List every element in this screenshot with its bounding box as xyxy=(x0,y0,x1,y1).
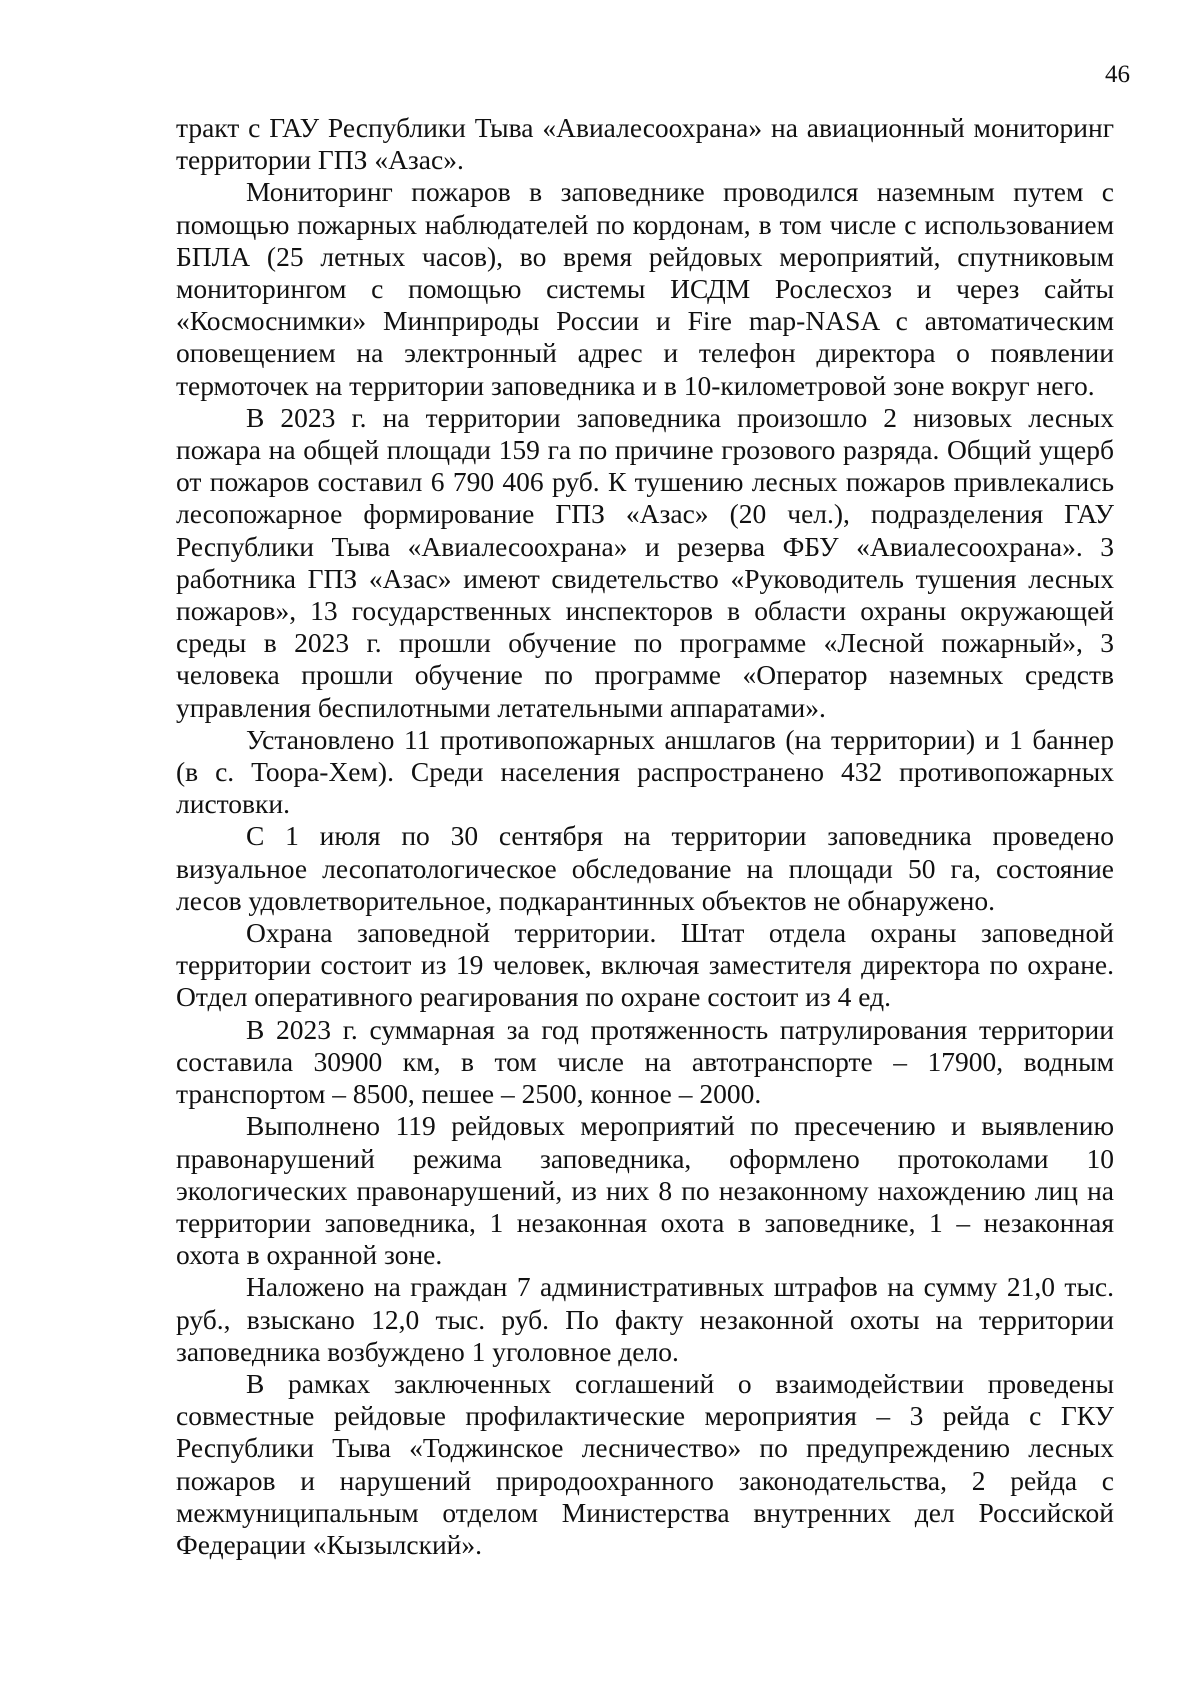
paragraph-signs-leaflets: Установлено 11 противопожарных аншлагов (на территории) и 1 баннер (в с. Тоора-Хем). Среди населения распространено 432 противопожарных листовки. xyxy=(176,723,1114,820)
paragraph-fines: Наложено на граждан 7 административных штрафов на сумму 21,0 тыс. руб., взыскано 12,0 тыс. руб. По факту незаконной охоты на территории заповедника возбуждено 1 уголовное дело. xyxy=(176,1271,1114,1367)
paragraph-fire-monitoring: Мониторинг пожаров в заповеднике проводился наземным путем с помощью пожарных наблюдателей по кордонам, в том числе с использованием БПЛА (25 летных часов), во время рейдовых мероприятий, спутниковым мониторингом с помощью системы ИСДМ Рослесхоз и через сайты «Космоснимки» Минприроды России и Fire map-NASA с автоматическим оповещением на электронный адрес и телефон директора о появлении термоточек на территории заповедника и в 10-километровой зоне вокруг него. xyxy=(176,176,1114,401)
paragraph-contract-continuation: тракт с ГАУ Республики Тыва «Авиалесоохрана» на авиационный мониторинг территории ГПЗ «Азас». xyxy=(176,112,1114,176)
paragraph-protection-staff: Охрана заповедной территории. Штат отдела охраны заповедной территории состоит из 19 человек, включая заместителя директора по охране. Отдел оперативного реагирования по охране состоит из 4 ед. xyxy=(176,917,1114,1013)
paragraph-fires-2023: В 2023 г. на территории заповедника произошло 2 низовых лесных пожара на общей площади 159 га по причине грозового разряда. Общий ущерб от пожаров составил 6 790 406 руб. К тушению лесных пожаров привлекались лесопожарное формирование ГПЗ «Азас» (20 чел.), подразделения ГАУ Республики Тыва «Авиалесоохрана» и резерва ФБУ «Авиалесоохрана». 3 работника ГПЗ «Азас» имеют свидетельство «Руководитель тушения лесных пожаров», 13 государственных инспекторов в области охраны окружающей среды в 2023 г. прошли обучение по программе «Лесной пожарный», 3 человека прошли обучение по программе «Оператор наземных средств управления беспилотными летательными аппаратами». xyxy=(176,401,1114,723)
page-number: 46 xyxy=(1105,61,1130,88)
body-text xyxy=(176,112,1114,1561)
paragraph-patrol-length: В 2023 г. суммарная за год протяженность патрулирования территории составила 30900 км, в том числе на автотранспорте – 17900, водным транспортом – 8500, пешее – 2500, конное – 2000. xyxy=(176,1013,1114,1110)
paragraph-forest-survey: С 1 июля по 30 сентября на территории заповедника проведено визуальное лесопатологическое обследование на площади 50 га, состояние лесов удовлетворительное, подкарантинных объектов не обнаружено. xyxy=(176,820,1114,916)
paragraph-joint-raids: В рамках заключенных соглашений о взаимодействии проведены совместные рейдовые профилактические мероприятия – 3 рейда с ГКУ Республики Тыва «Тоджинское лесничество» по предупреждению лесных пожаров и нарушений природоохранного законодательства, 2 рейда с межмуниципальным отделом Министерства внутренних дел Российской Федерации «Кызылский». xyxy=(176,1367,1114,1560)
paragraph-raids-violations: Выполнено 119 рейдовых мероприятий по пресечению и выявлению правонарушений режима заповедника, оформлено протоколами 10 экологических правонарушений, из них 8 по незаконному нахождению лиц на территории заповедника, 1 незаконная охота в заповеднике, 1 – незаконная охота в охранной зоне. xyxy=(176,1110,1114,1271)
